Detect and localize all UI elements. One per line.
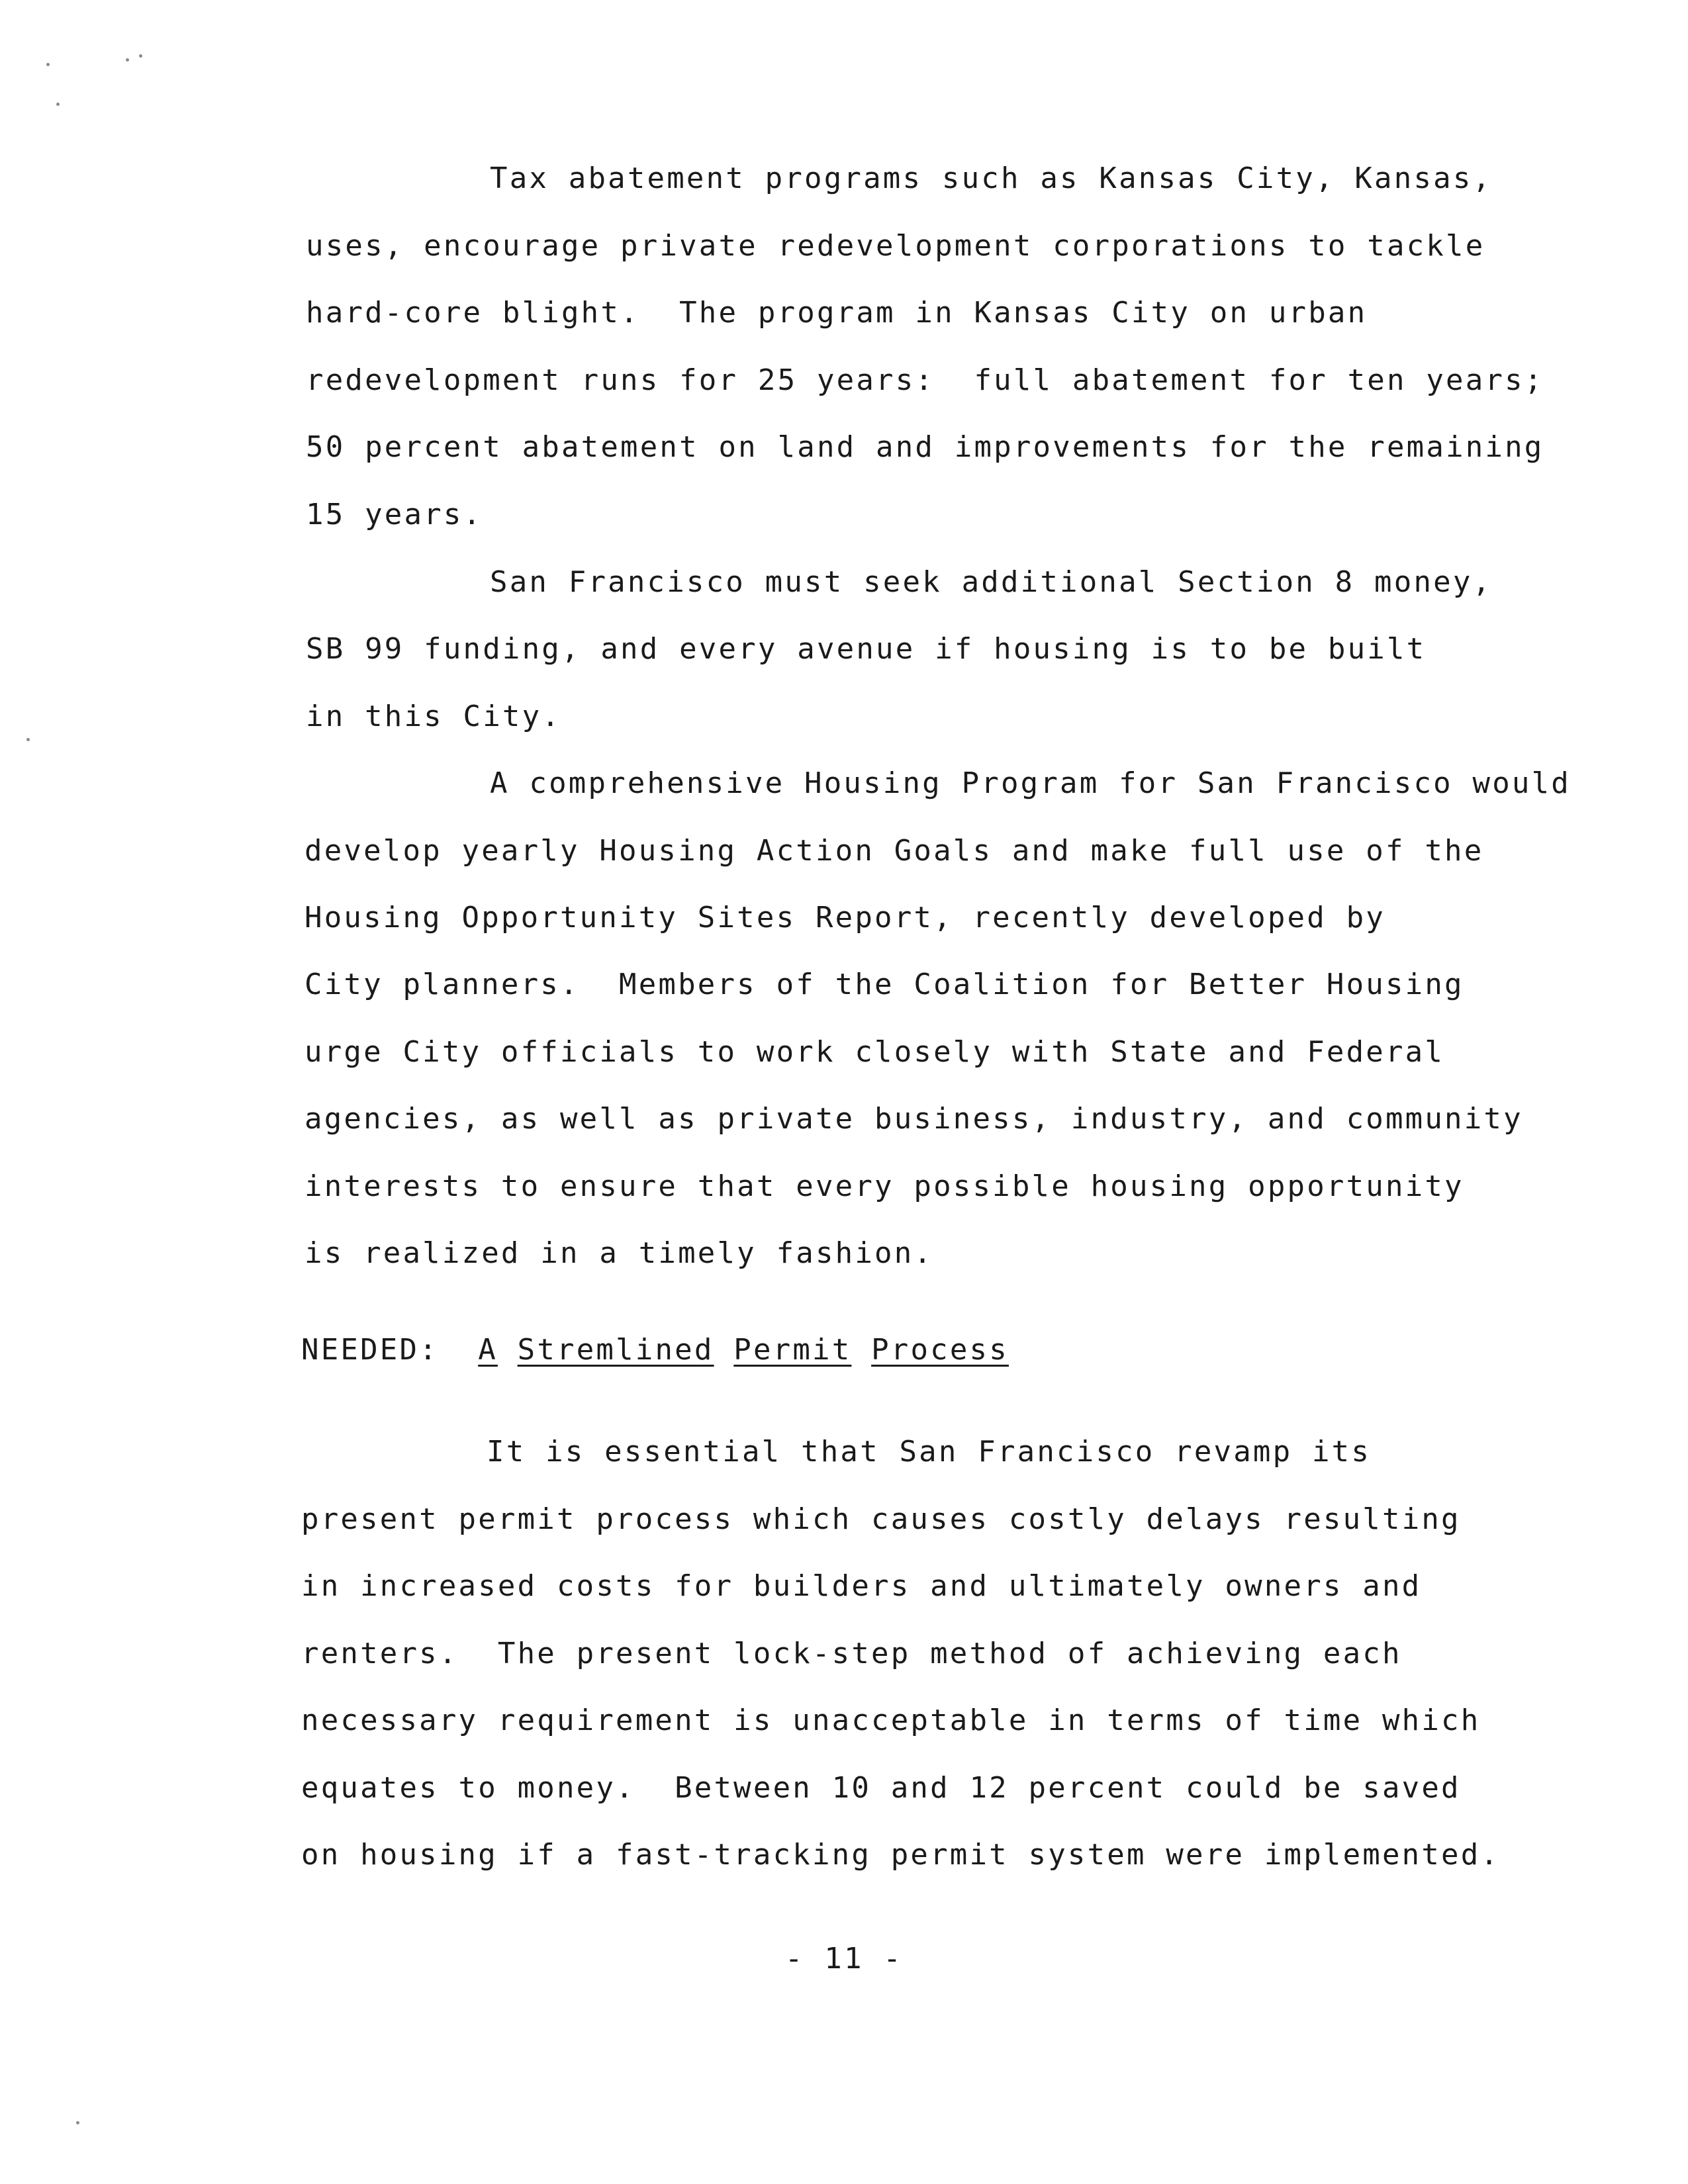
text-line: equates to money. Between 10 and 12 percent could be saved bbox=[301, 1771, 1461, 1805]
scan-speck bbox=[46, 63, 50, 66]
text-line: renters. The present lock-step method of achieving each bbox=[301, 1637, 1402, 1670]
scan-speck bbox=[26, 738, 30, 741]
scan-speck bbox=[76, 2121, 79, 2124]
heading-word: Permit bbox=[733, 1333, 852, 1367]
text-line: is realized in a timely fashion. bbox=[305, 1236, 934, 1270]
text-line: A comprehensive Housing Program for San Francisco would bbox=[490, 766, 1571, 800]
text-line: It is essential that San Francisco revamp its bbox=[487, 1435, 1372, 1469]
text-line: City planners. Members of the Coalition for Better Housing bbox=[305, 968, 1464, 1001]
text-line: urge City officials to work closely with State and Federal bbox=[305, 1035, 1445, 1069]
scan-speck bbox=[126, 58, 129, 62]
text-line: necessary requirement is unacceptable in terms of time which bbox=[301, 1704, 1481, 1737]
text-line: uses, encourage private redevelopment corporations to tackle bbox=[306, 229, 1485, 263]
text-line: San Francisco must seek additional Section 8 money, bbox=[490, 565, 1493, 599]
scan-speck bbox=[56, 103, 60, 106]
text-line: in increased costs for builders and ultimately owners and bbox=[301, 1569, 1422, 1603]
heading-word: A bbox=[478, 1333, 498, 1367]
text-line: redevelopment runs for 25 years: full abatement for ten years; bbox=[306, 363, 1544, 397]
text-line: Tax abatement programs such as Kansas City, Kansas, bbox=[490, 161, 1493, 195]
text-line: SB 99 funding, and every avenue if housing is to be built bbox=[306, 632, 1427, 666]
text-line: Housing Opportunity Sites Report, recently developed by bbox=[305, 901, 1385, 934]
text-line: on housing if a fast-tracking permit system were implemented. bbox=[301, 1838, 1501, 1872]
text-line: hard-core blight. The program in Kansas City on urban bbox=[306, 296, 1368, 330]
heading-word: Stremlined bbox=[517, 1333, 714, 1367]
scan-speck bbox=[139, 54, 142, 58]
text-line: 50 percent abatement on land and improvements for the remaining bbox=[306, 430, 1544, 464]
heading-word: Process bbox=[871, 1333, 1009, 1367]
text-line: develop yearly Housing Action Goals and make full use of the bbox=[305, 834, 1484, 868]
section-heading bbox=[301, 1330, 1009, 1370]
text-line: agencies, as well as private business, industry, and community bbox=[305, 1102, 1523, 1136]
page-number: - 11 - bbox=[784, 1942, 904, 1976]
text-line: present permit process which causes costly delays resulting bbox=[301, 1502, 1461, 1536]
text-line: in this City. bbox=[306, 700, 561, 733]
text-line: 15 years. bbox=[306, 498, 483, 531]
heading-label: NEEDED: bbox=[301, 1333, 439, 1367]
text-line: interests to ensure that every possible housing opportunity bbox=[305, 1169, 1464, 1203]
